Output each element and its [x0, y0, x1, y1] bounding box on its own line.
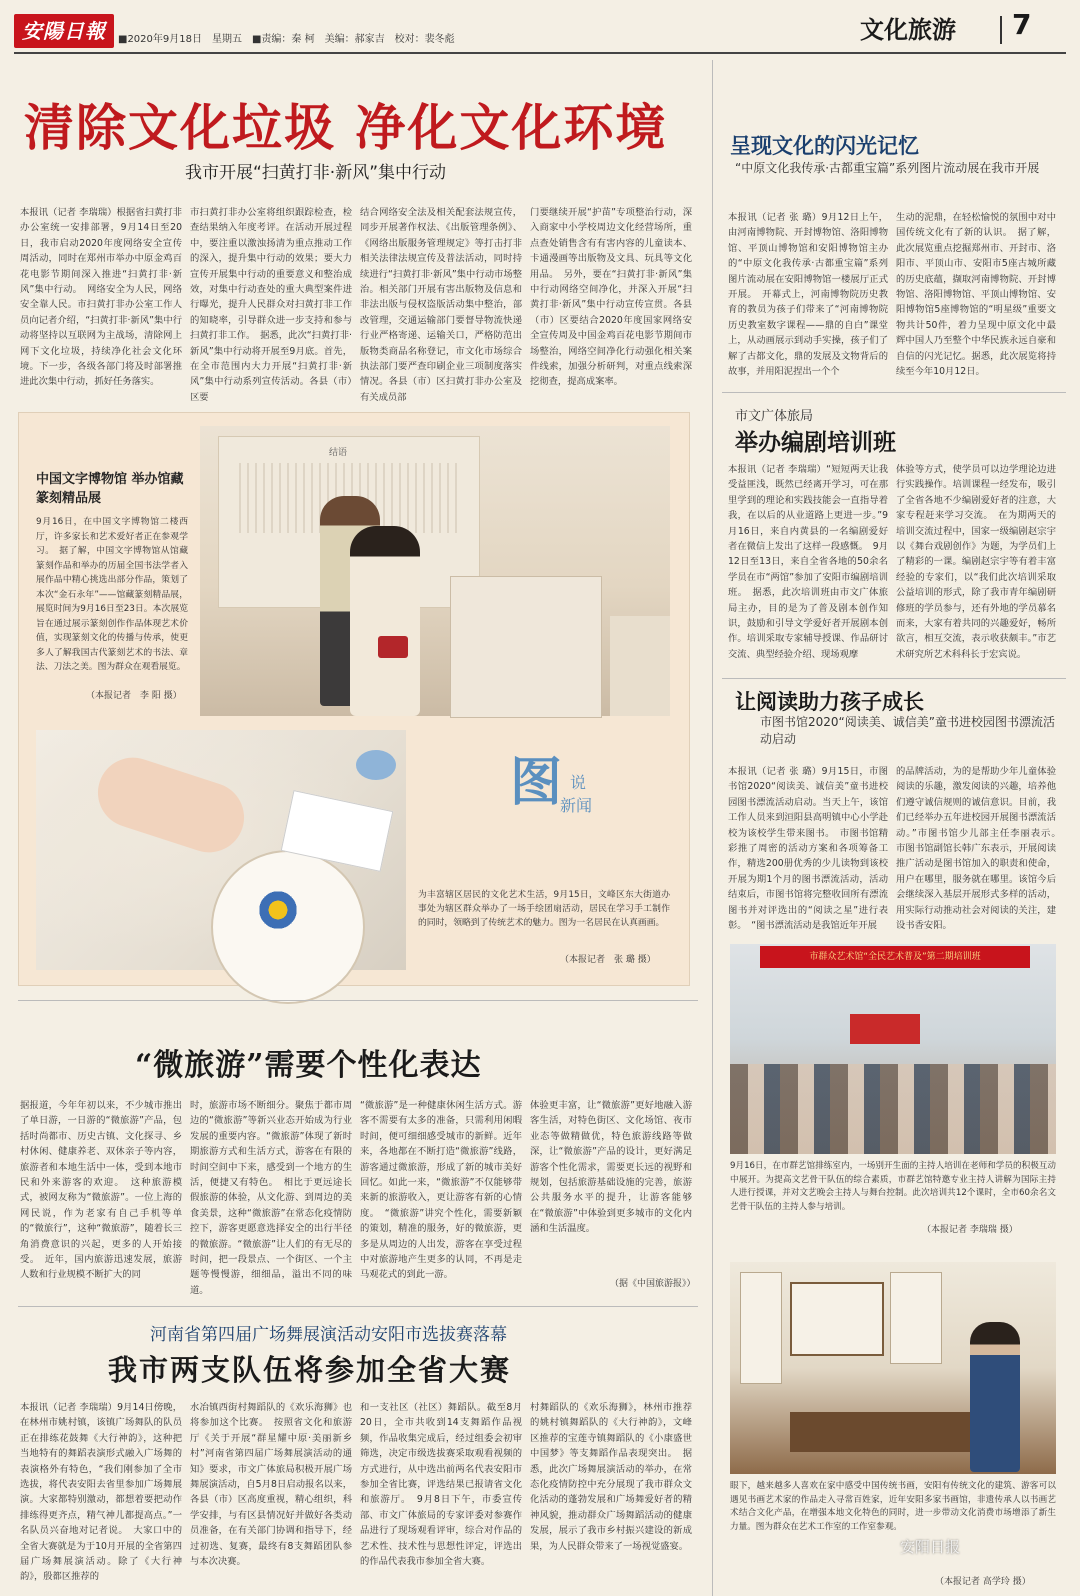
display-case — [450, 576, 602, 718]
issue-meta: ■2020年9月18日 星期五 ■责编：秦 柯 美编：郝家吉 校对：裴冬彪 — [118, 34, 455, 45]
divider-contest — [18, 1306, 698, 1307]
tea-table — [790, 1412, 990, 1452]
contest-col-2: 水冶镇西街村舞蹈队的《欢乐海狮》也将参加这个比赛。 按照省文化和旅游厅《关于开展“群星耀中原·美丽新乡村”河南省第四届广场舞展演活动的通知》要求，市文广体旅局积极开展广场舞展演活动，自5月8日启动报名以来，各县（市）区高度重视，精心组织，科学安排，与有区县情况好并做好各类动员准备，在有关部门协调和指导下，经过初选、复赛，最终有8支舞蹈团队参与本次决赛。 — [190, 1402, 352, 1568]
host-training-caption: 9月16日，在市群艺馆排练室内，一场别开生面的主持人培训在老师和学员的积极互动中展开。为提高文艺骨干队伍的综合素质，市群艺馆特邀专业主持人讲解为国际主持人进行授课，并对文艺晚会主持人与舞台控制。此次培训共12个课时，全市60余名文艺骨干队伍的主持人参与培训。 — [730, 1161, 1056, 1212]
reading-col-1: 本报讯（记者 张 璐）9月15日，市图书馆2020“阅读美、诚信美”童书进校园图书漂流活动启动。当天上午，该馆工作人员来到洹阳县高明镇中心小学赴校为该校学生带来图书。 市图书馆精彩推了周密的活动方案和各项筹备工作，精选200册优秀的少儿读物到该校开展为期1个月的图书漂流活动，活动结束后，市图书馆将完整收回所有漂流图书并对评选出的“阅读之星”进行表彰。 “图书漂流活动是我馆近年开展 — [728, 766, 888, 932]
tushuo-char-2: 说 — [570, 773, 587, 792]
standing-visitor — [970, 1322, 1020, 1472]
flash-col-1: 本报讯（记者 张 璐）9月12日上午，由河南博物院、开封博物馆、洛阳博物馆、平顶山博物馆和安阳博物馆主办的“中原文化我传承·古都重宝篇”系列图片流动展在安阳博物馆一楼展厅正式开展。 开幕式上，河南博物院历史教育的教员为孩子们带来了“河南博物院历史教室数字课程——鼎的自白”课堂上，从动画展示到动手实操，孩子们了解了古都文化，鼎的发展及文物背后的故事，并用阳泥捏出一个个 — [728, 212, 888, 378]
tushuo-char-3: 新闻 — [560, 796, 593, 815]
museum-credit: （本报记者 李 阳 摄） — [86, 691, 182, 701]
tushuo-big-char: 图 — [510, 752, 563, 813]
host-training-credit: （本报记者 李瑞瑞 摄） — [922, 1225, 1018, 1235]
art-studio-credit: （本报记者 高学玲 摄） — [935, 1577, 1031, 1587]
fan-painting-photo — [36, 730, 406, 970]
lead-subtitle: 我市开展“扫黄打非·新风”集中行动 — [185, 163, 447, 183]
museum-exhibition-photo — [200, 426, 670, 716]
section-divider — [1000, 16, 1002, 44]
fan-caption: 为丰富辖区居民的文化艺术生活，9月15日，文峰区东大街道办事处为辖区群众举办了一场手绘团扇活动，居民在学习手工制作的同时，领略到了传统艺术的魅力。图为一名居民在认真画画。 — [418, 890, 670, 928]
drama-headline: 举办编剧培训班 — [735, 429, 896, 456]
host-training-photo — [730, 944, 1056, 1154]
fan-credit: （本报记者 张 璐 摄） — [560, 955, 656, 965]
lead-col-1: 本报讯（记者 李瑞瑞）根据省扫黄打非办公室统一安排部署，9月14日至20日，我市启动2020年度网络安全宣传周活动，同时在郑州市举办中原金鸡百花电影节期间深入推进“扫黄打非·新风”集中行动。 网络安全为人民，网络安全靠人民。市扫黄打非办公室工作人员向记者介绍，“扫黄打非·新风”集中行动将坚持以互联网为主战场，清除网上网下文化垃圾，持续净化社会文化环境。下一步，各级各部门将及时部署推进此次集中行动，抓好任务落实。 — [20, 207, 182, 388]
contest-col-3: 和一支社区（社区）舞蹈队。截至8月20日，全市共收到14支舞蹈作品视频，作品收集完成后，经过组委会初审筛选，决定市级选拔赛采取观看视频的方式进行，从中选出前两名代表安阳市参加全省比赛，评选结果已报请省文化和旅游厅。 9月8日下午，市委宣传部、市文广体旅局的专家评委对参赛作品进行了现场观看评审，综合对作品的艺术性、技术性与思想性评定，评选出的作品代表我市参加全省大赛。 — [360, 1402, 522, 1568]
visitor-woman — [350, 526, 420, 716]
section-title: 文化旅游 — [860, 15, 956, 44]
column-divider-vertical — [712, 60, 713, 1596]
display-pedestal — [610, 616, 670, 716]
fan-flower-art — [254, 890, 302, 930]
micro-headline: “微旅游”需要个性化表达 — [135, 1048, 482, 1083]
micro-col-1: 据报道，今年年初以来，不少城市推出了单日游，一日游的“微旅游”产品，包括时尚都市、历史古镇、文化探寻、乡村休闲、健康养老、双休亲子等内容，旅游者和本地生活中一体，受到本地市民和外来游客的欢迎。 这种旅游模式，被网友称为“微旅游”。一位上海的网民说，作为老家有自己手机等单的“微旅行”，这种“微旅游”，随着长三角消费意识的兴起，更多的人开始接受。 近年，国内旅游迅速发展，旅游人数和行业规模不断扩大的同 — [20, 1100, 182, 1281]
masthead-logo: 安陽日報 — [14, 14, 114, 48]
drama-col-2: 体验等方式，使学员可以边学理论边进行实践操作。培训课程一经发布，吸引了全省各地不少编剧爱好者的注意，大家专程赶来学习交流。 在为期两天的培训交流过程中，国家一级编剧赵宗宇以《舞台戏剧创作》为题，为学员们上了精彩的一课。编剧赵宗宇等有着丰富经验的专家们，以“我们此次培训采取公益培训的形式，除了我市青年编剧研修班的学员参与，还有外地的学员慕名而来，大家有着共同的兴趣爱好，畅所欲言，相互交流，表示收获颇丰。”市艺术研究所艺术科科长于宏宾说。 — [896, 464, 1056, 660]
art-studio-caption: 眼下，越来越多人喜欢在家中感受中国传统书画，安阳有传统文化的建筑、游客可以遇见书画艺术家的作品走入寻常百姓家，近年安阳多家书画馆，非遗传承人以书画艺术结合文化产品，在增强本地文化特色的同时，进一步带动文化消费市场增添了新生力量。图为群众在艺术工作室的工作室参观。 — [730, 1481, 1056, 1532]
art-studio-photo — [730, 1262, 1056, 1474]
micro-col-2: 时，旅游市场不断细分。聚焦于都市周边的“微旅游”等新兴业态开始成为行业发展的重要内容。“微旅游”体现了新时期旅游方式和生活方式，游客在有限的时间空间中下来，感受到一个地方的生活，便捷又有特色。 相比于更远途长假旅游的体验，从文化游、到周边的美食美景，这种“微旅游”在常态化疫情防控下，游客更愿意选择安全的出行半径的微旅游。“微旅游”让人们的有无尽的时间，把一段景点、一个街区、一个主题等慢慢游，细细品，溢出不同的味道。 — [190, 1100, 352, 1296]
museum-body: 9月16日，在中国文字博物馆二楼西厅，许多家长和艺术爱好者正在参观学习。 据了解，中国文字博物馆从馆藏篆刻作品和举办的历届全国书法学者入展作品中精心挑选出部分作品，策划了本次“金石永年”——馆藏篆刻精品展，展览时间为9月16日至23日。本次展览旨在通过展示篆刻创作作品体现艺术价值，实现篆刻文化的传播与传承，使更多人了解我国古代篆刻艺术的书法、章法、刀法之美。图为群众在观看展览。 — [36, 517, 188, 672]
reading-headline: 让阅读助力孩子成长 — [735, 689, 924, 714]
header-rule — [14, 52, 1066, 54]
paint-cups — [356, 750, 396, 780]
micro-source: （据《中国旅游报》） — [610, 1279, 696, 1289]
divider-drama — [722, 678, 1066, 679]
lead-col-4: 门要继续开展“护苗”专项整治行动，深入商家中小学校周边文化经营场所，重点查处销售含有有害内容的儿童读本、卡通漫画等出版物及文具、玩具等文化用品。 另外，要在“扫黄打非·新风”集中行动网络空间净化，并深入开展“扫黄打非·新风”集中行动宣传宣贯。各县（市）区要结合2020年度国家网络安全宣传周及中国金鸡百花电影节期间市场整治，网络空间净化行动强化相关案件线索，加强分析研判，对重点线索深挖彻查，提高成案率。 — [530, 207, 692, 388]
lead-col-2: 市扫黄打非办公室将组织跟踪检查，检查结果纳入年度考评。在活动开展过程中，要注重以激浊扬清为重点推动工作的深入，提升集中行动的效果；要大力宣传开展集中行动的重要意义和整治成效，对集中行动查处的重大典型案件进行曝光，提升人民群众对扫黄打非工作的知晓率，引导群众进一步支持和参与扫黄打非工作。 据悉，此次“扫黄打非·新风”集中行动将开展至9月底。首先，在全市范围内大力开展“扫黄打非·新风”集中行动系列宣传活动。各县（市）区要 — [190, 207, 352, 403]
training-banner: 市群众艺术馆“全民艺术普及”第二期培训班 — [760, 946, 1030, 968]
wall-painting-1 — [740, 1272, 782, 1384]
lead-headline: 清除文化垃圾 净化文化环境 — [24, 98, 668, 157]
drama-col-1: 本报讯（记者 李瑞瑞）“短短两天让我受益匪浅，既然已经离开学习，可在那里学到的理论和实践技能会一直指导着我，在以后的从业道路上更进一步。”9月16日，来自内黄县的一名编剧爱好者在微信上发出了这样一段感慨。 9月12日至13日，来自全省各地的50余名学员在市“两馆”参加了安阳市编剧培训班。 据悉，此次培训班由市文广体旅局主办，目的是为了普及剧本创作知识，鼓励和引导文学爱好者开展剧本创作。培训采取专家辅导授课、作品研讨交流、典型经验介绍、现场观摩 — [728, 464, 888, 660]
page-number: 7 — [1012, 8, 1032, 41]
wall-painting-2 — [790, 1282, 884, 1356]
red-table — [850, 1014, 920, 1044]
micro-col-3: “微旅游”是一种健康休闲生活方式。游客不需要有太多的准备，只需利用闲暇时间，便可细细感受城市的新鲜。近年来，各地都在不断打造“微旅游”线路，游客通过微旅游，形成了新的城市美好回忆。如此一来，“微旅游”不仅能够带来新的旅游收入，更让游客有新的心情度。 “微旅游”讲究个性化，需要新颖的策划，精准的服务，好的微旅游，更多是从周边的人出发，游客在享受过程中对旅游地产生更多的认同，不再是走马观花式的到此一游。 — [360, 1100, 522, 1281]
flash-headline: 呈现文化的闪光记忆 — [730, 133, 919, 158]
reading-col-2: 的品牌活动，为的是帮助少年儿童体验阅读的乐趣，激发阅读的兴趣，培养他们遵守诚信规则的诚信意识。目前，我们已经举办五年进校园开展图书漂流活动。”市图书馆少儿部主任李丽表示。 市图书馆副馆长韩广东表示，开展阅读推广活动是图书馆加入的职责和使命，用户在哪里，服务就在哪里。该馆今后会继续深入基层开展形式多样的活动，用实际行动推动社会对阅读的关注，建设书香安阳。 — [896, 766, 1066, 932]
lead-col-3: 结合网络安全法及相关配套法规宣传，同步开展著作权法、《出版管理条例》、《网络出版服务管理规定》等打击打非相关法律法规宣传及普法活动，同时持续进行“扫黄打非·新风”集中行动市场整治。相关部门开展有害出版物及信息和非法出版与侵权盗版活动集中整治，部改管理，交通运输部门要督导物流快递行业严格寄递、运输关口，严格防范出版物类商品名称登记，市文化市场综合执法部门要严查印刷企业三项制度落实情况。各县（市）区扫黄打非办公室及有关成员部 — [360, 207, 522, 403]
museum-headline: 中国文字博物馆 举办馆藏篆刻精品展 — [36, 472, 184, 506]
exhibit-panel-title: 结语 — [329, 448, 348, 458]
seated-audience — [730, 1064, 1056, 1154]
contest-headline: 我市两支队伍将参加全省大赛 — [108, 1353, 512, 1387]
wall-painting-3 — [890, 1272, 942, 1364]
reading-subtitle: 市图书馆2020“阅读美、诚信美”童书进校园图书漂流活动启动 — [760, 715, 1055, 746]
wechat-watermark: 安阳日报 — [900, 1538, 961, 1556]
contest-kicker: 河南省第四届广场舞展演活动安阳市选拔赛落幕 — [150, 1325, 507, 1345]
contest-col-1: 本报讯（记者 李瑞瑞）9月14日傍晚，在林州市姚村镇，该镇广场舞队的队员正在排练花鼓舞《大行神韵》，这种把当地特有的舞蹈表演形式融入广场舞的表演格外有特色，“我们刚参加了全市选拔，将代表安阳去省里参加广场舞展演。大家都特别激动，都想着要把动作排练得更齐点，精气神儿都提高点。”一名队员兴奋地对记者说。 大家口中的全省大赛就是为于10月开展的全省第四届广场舞展演活动。除了《大行神韵》，殷都区推荐的 — [20, 1402, 182, 1583]
red-handbag — [378, 636, 408, 658]
flash-col-2: 生动的泥鼎，在轻松愉悦的氛围中对中国传统文化有了新的认识。 据了解，此次展览重点挖掘郑州市、开封市、洛阳市、平顶山市、安阳市5座古城所藏的历史底蕴，撷取河南博物院、开封博物馆、洛阳博物馆、平顶山博物馆、安阳博物馆5座博物馆的“明星级”重要文物共计50件，着力呈现中原文化中最辉中国人乃至整个中华民族永远自豪和自信的闪光记忆。据悉，此次展览将持续至今年10月12日。 — [896, 212, 1056, 378]
divider-micro — [18, 1000, 698, 1001]
micro-col-4: 体验更丰富，让“微旅游”更好地融入游客生活，对特色街区、文化场馆、夜市业态等做精做优，特色旅游线路等做深，让“微旅游”产品的设计，更好满足游客个性化需求，需要更长远的视野和规划，包括旅游基础设施的完善，旅游公共服务水平的提升，让游客能够在“微旅游”中体验到更多城市的文化内涵和生活温度。 — [530, 1100, 692, 1235]
divider-flash — [722, 392, 1066, 393]
contest-col-4: 村舞蹈队的《欢乐海狮》，林州市推荐的姚村镇舞蹈队的《大行神韵》，文峰区推荐的宝莲寺镇舞蹈队的《小康盛世中国梦》等支舞蹈作品表现突出。 据悉，此次广场舞展演活动的举办，在常态化疫情防控中充分展现了我市群众文化活动的蓬勃发展和广场舞爱好者的精神风貌，推动群众广场舞蹈活动的健康发展，展示了我市乡村振兴建设的新成果，为人民群众带来了一场视觉盛宴。 — [530, 1402, 692, 1552]
flash-subtitle: “中原文化我传承·古都重宝篇”系列图片流动展在我市开展 — [735, 161, 1040, 175]
drama-kicker: 市文广体旅局 — [735, 409, 814, 424]
